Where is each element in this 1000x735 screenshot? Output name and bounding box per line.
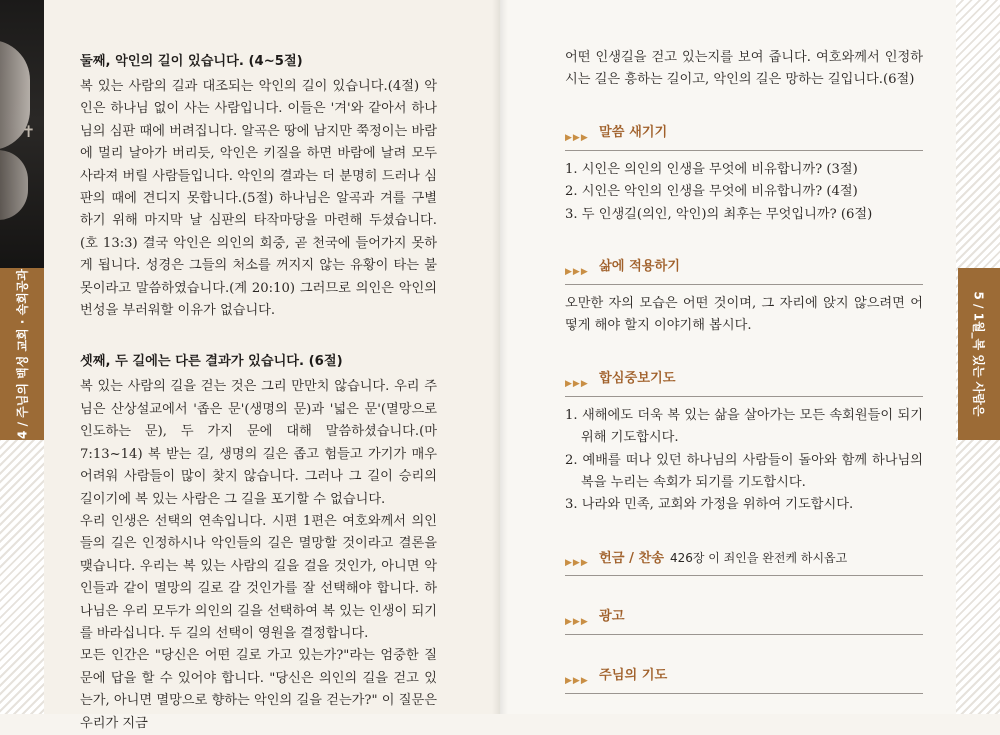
meditation-questions <box>565 159 923 226</box>
hand-shape <box>0 150 28 220</box>
body-paragraph: 복 있는 사람의 길을 걷는 것은 그리 만만치 않습니다. 우리 주님은 산상설교에서 '좁은 문'(생명의 문)과 '넓은 문'(멸망으로 인도하는 문), 두 가지 문에 대해 말씀하셨습니다.(마 7:13~14) 복 받는 길, 생명의 길은 좁고 험들고 가기가 매우 어려워 사람들이 많이 찾지 않습니다. 그러나 그 길이 승리의 길이기에 복 있는 사람은 그 길을 포기할 수 없습니다. <box>80 379 437 507</box>
hymn-text: 426장 이 죄인을 완전케 하시옵고 <box>669 550 848 565</box>
section-title: 합심중보기도 <box>599 370 676 386</box>
meditation-section-header <box>565 116 923 151</box>
triple-arrow-icon: ▶▶▶ <box>565 557 589 568</box>
section-title: 말씀 새기기 <box>599 124 668 140</box>
section-heading: 둘째, 악인의 길이 있습니다. (4~5절) <box>80 54 303 69</box>
body-paragraph: 복 있는 사람의 길과 대조되는 악인의 길이 있습니다.(4절) 악인은 하나님 없이 사는 사람입니다. 이들은 '겨'와 같아서 하나님의 심판 때에 버려집니다. 알곡은 땅에 남지만 쭉정이는 바람에 멀리 날아가 버리듯, 악인은 키질을 하면 바람에 날려 모두 사라져 버릴 사람들입니다. 악인의 결과는 더 분명히 드러나 심판의 때에 견디지 못합니다.(5절) 하나님은 알곡과 겨를 구별하기 위해 마지막 날 심판의 타작마당을 마련해 두셨습니다.(호 13:3) 결국 악인은 의인의 회중, 곧 천국에 들어가지 못하게 됩니다. 성경은 그들의 처소를 꺼지지 않는 유황이 타는 불 못이라고 말씀하였습니다.(계 20:10) 그러므로 의인은 악인의 번성을 부러워할 이유가 없습니다. <box>80 79 437 319</box>
application-section-header <box>565 250 923 285</box>
section-title: 광고 <box>599 608 625 624</box>
application-text <box>565 293 923 338</box>
list-item: 1. 새해에도 더욱 복 있는 삶을 살아가는 모든 속회원들이 되기 위해 기도합시다. <box>565 407 923 446</box>
section-heading: 셋째, 두 길에는 다른 결과가 있습니다. (6절) <box>80 354 343 370</box>
list-item: 3. 두 인생길(의인, 악인)의 최후는 무엇입니까? (6절) <box>565 206 873 222</box>
right-page-number: 5 / 1월_복 있는 사람은 <box>971 291 986 417</box>
body-paragraph: 모든 인간은 "당신은 어떤 길로 가고 있는가?"라는 엄중한 질문에 답을 할 수 있어야 합니다. "당신은 의인의 길을 걷고 있는가, 아니면 멸망으로 향하는 악인의 길을 걷는가?" 이 질문은 우리가 지금 <box>80 648 437 731</box>
left-page-number: 4 / 주님의 백성 교회 · 속회공과 <box>15 269 30 439</box>
section-title: 주님의 기도 <box>599 667 668 683</box>
triple-arrow-icon: ▶▶▶ <box>565 267 589 278</box>
prayer-section-header <box>565 362 923 397</box>
lords-prayer-section-header <box>565 659 923 694</box>
triple-arrow-icon: ▶▶▶ <box>565 378 589 389</box>
triple-arrow-icon: ▶▶▶ <box>565 675 589 686</box>
body-paragraph: 우리 인생은 선택의 연속입니다. 시편 1편은 여호와께서 의인들의 길은 인정하시나 악인들의 길은 멸망할 것이라고 결론을 맺습니다. 우리는 복 있는 사람의 길을 걸을 것인가, 아니면 악인들과 같이 멸망의 길로 갈 것인가를 잘 선택해야 합니다. 하나님은 우리 모두가 의인의 길을 선택하여 복 있는 인생이 되기를 바라십니다. 두 길의 선택이 영원을 결정합니다. <box>80 513 437 641</box>
list-item: 1. 시인은 의인의 인생을 무엇에 비유합니까? (3절) <box>565 161 858 177</box>
section-title <box>599 547 847 570</box>
list-item: 2. 시인은 악인의 인생을 무엇에 비유합니까? (4절) <box>565 184 858 200</box>
cross-icon: ✝ <box>22 122 36 141</box>
list-item: 2. 예배를 떠나 있던 하나님의 사람들이 돌아와 함께 하나님의 복을 누리는 속회가 되기를 기도합시다. <box>565 452 923 491</box>
triple-arrow-icon: ▶▶▶ <box>565 616 589 627</box>
praying-hands-photo <box>0 0 44 270</box>
left-page-tab <box>0 268 44 440</box>
right-page-tab <box>958 268 1000 440</box>
list-item: 3. 나라와 민족, 교회와 가정을 위하여 기도합시다. <box>565 497 854 513</box>
body-paragraph: 오만한 자의 모습은 어떤 것이며, 그 자리에 앉지 않으려면 어떻게 해야 할지 이야기해 봅시다. <box>565 296 923 334</box>
offering-section-header <box>565 541 923 576</box>
announcements-section-header <box>565 600 923 635</box>
left-column <box>80 52 437 735</box>
book-gutter <box>492 0 508 714</box>
offering-title: 헌금 / 찬송 <box>599 550 664 566</box>
right-column <box>565 47 923 694</box>
triple-arrow-icon: ▶▶▶ <box>565 132 589 143</box>
prayer-list <box>565 405 923 517</box>
section-title: 삶에 적용하기 <box>599 259 681 275</box>
continuation-paragraph: 어떤 인생길을 걷고 있는지를 보여 줍니다. 여호와께서 인정하시는 길은 흥하는 길이고, 악인의 길은 망하는 길입니다.(6절) <box>565 50 923 88</box>
